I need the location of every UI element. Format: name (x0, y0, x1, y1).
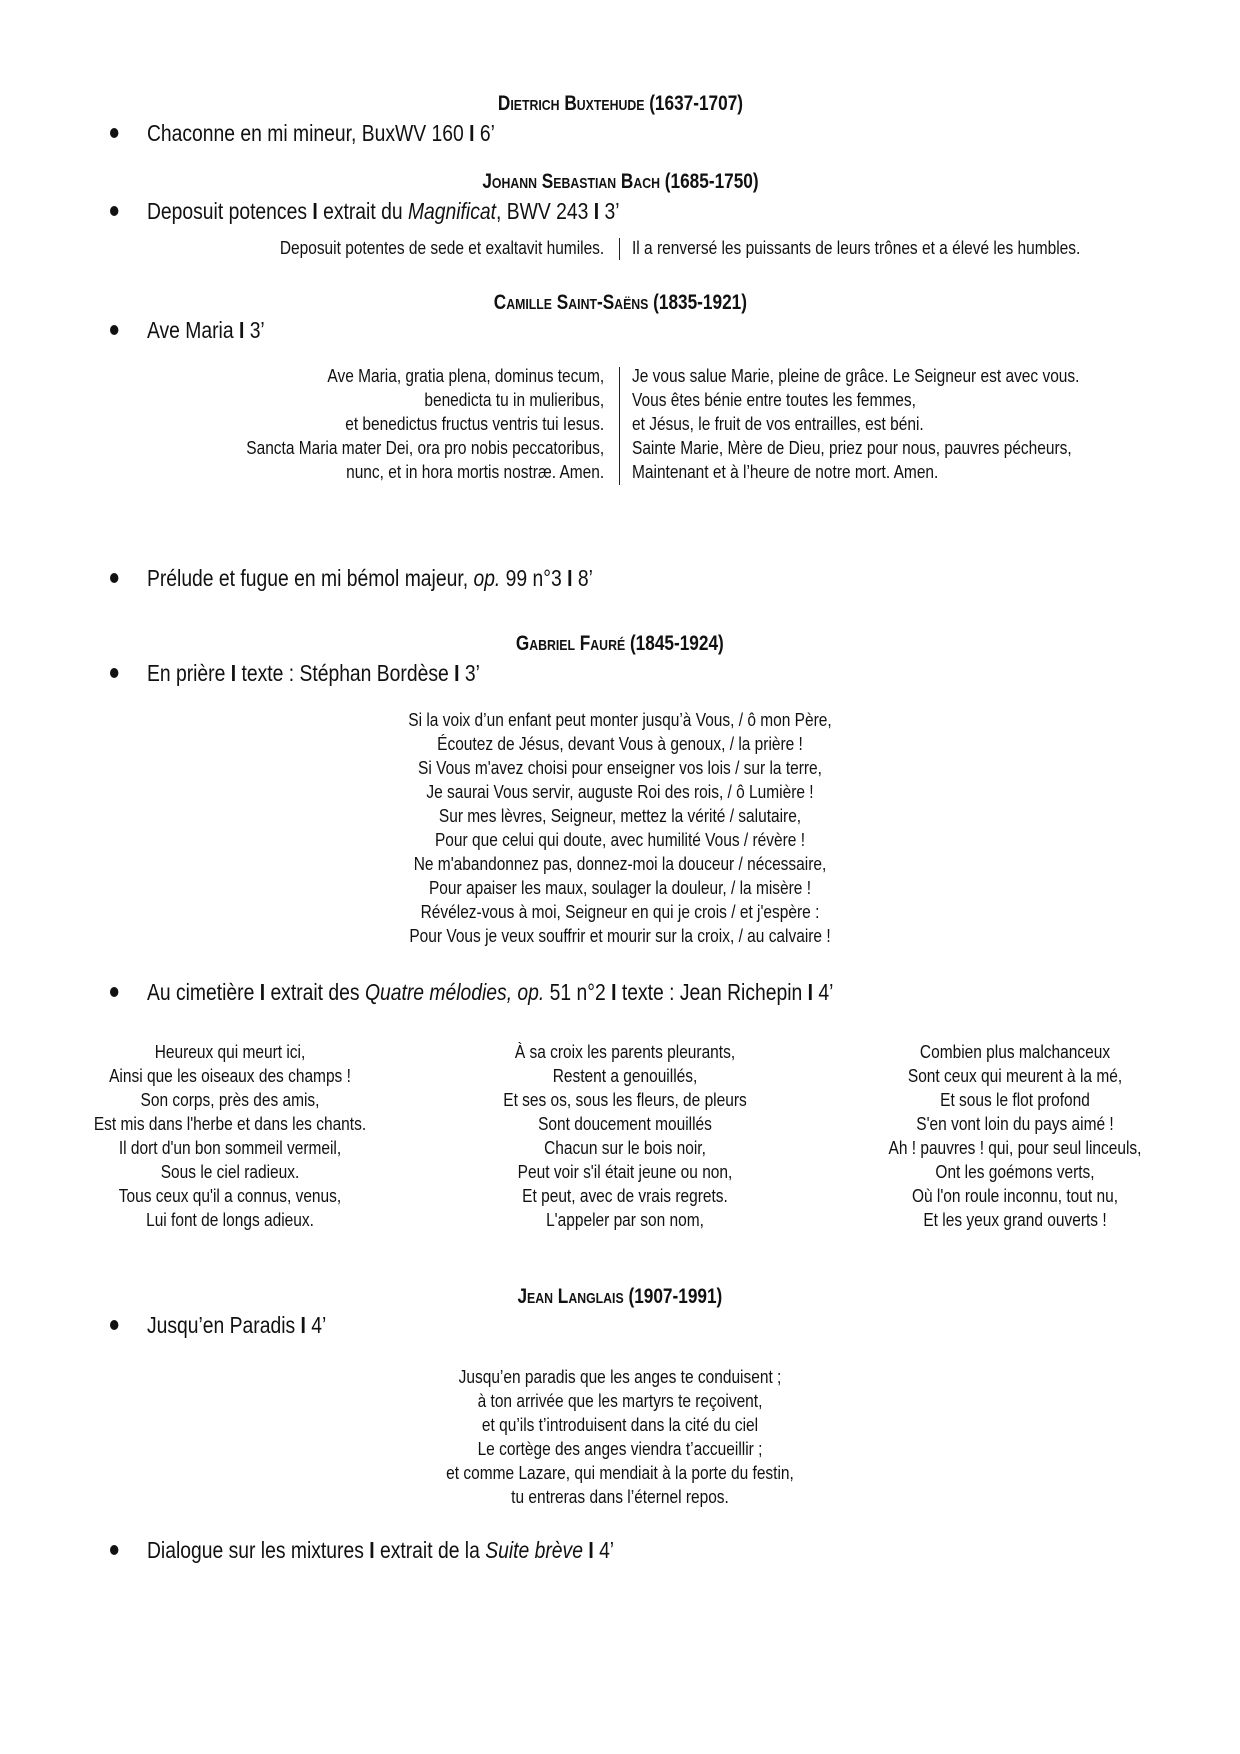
bullet-icon (110, 128, 118, 138)
poem-line: Pour apaiser les maux, soulager la douleur, / la misère ! (428, 878, 812, 898)
column-divider (619, 238, 620, 260)
piece-jusquen-paradis: Jusqu’en Paradis I 4’ (110, 1312, 326, 1339)
poem-line: S'en vont loin du pays aimé ! (916, 1114, 1114, 1134)
latin-line: benedicta tu in mulieribus, (424, 390, 604, 410)
composer-heading-bach: Johann Sebastian Bach (1685-1750) (481, 170, 759, 193)
french-line: Vous êtes bénie entre toutes les femmes, (632, 390, 916, 410)
poem-line: Ne m'abandonnez pas, donnez-moi la douceur / nécessaire, (413, 854, 827, 874)
poem-line: Le cortège des anges viendra t’accueillir ; (477, 1439, 763, 1459)
composer-heading-langlais: Jean Langlais (1907-1991) (517, 1285, 723, 1308)
poem-line: Écoutez de Jésus, devant Vous à genoux, / la prière ! (437, 734, 803, 754)
poem-line: Chacun sur le bois noir, (544, 1138, 706, 1158)
bullet-icon (110, 325, 118, 335)
poem-line: Peut voir s'il était jeune ou non, (517, 1162, 733, 1182)
composer-heading-buxtehude: Dietrich Buxtehude (1637-1707) (497, 92, 743, 115)
french-line: Je vous salue Marie, pleine de grâce. Le Seigneur est avec vous. (632, 366, 1080, 386)
piece-ave-maria: Ave Maria I 3’ (110, 317, 265, 344)
ave-maria-text (0, 364, 1240, 488)
column-divider (619, 367, 620, 485)
french-line: et Jésus, le fruit de vos entrailles, est béni. (632, 414, 924, 434)
poem-line: Restent a genouillés, (552, 1066, 698, 1086)
poem-line: Sous le ciel radieux. (160, 1162, 300, 1182)
latin-line: Sancta Maria mater Dei, ora pro nobis peccatoribus, (246, 438, 604, 458)
poem-line: Lui font de longs adieux. (146, 1210, 314, 1230)
composer-heading-faure: Gabriel Fauré (1845-1924) (516, 632, 724, 655)
poem-line: Ont les goémons verts, (935, 1162, 1095, 1182)
poem-line: Sont doucement mouillés (538, 1114, 712, 1134)
bullet-icon (110, 1320, 118, 1330)
bullet-icon (110, 206, 118, 216)
poem-line: Et les yeux grand ouverts ! (923, 1210, 1107, 1230)
poem-line: Si la voix d’un enfant peut monter jusqu’à Vous, / ô mon Père, (408, 710, 832, 730)
poem-line: Ah ! pauvres ! qui, pour seul linceuls, (888, 1138, 1142, 1158)
poem-line: à ton arrivée que les martyrs te reçoivent, (477, 1391, 763, 1411)
latin-column (188, 364, 604, 484)
poem-line: Où l'on roule inconnu, tout nu, (911, 1186, 1119, 1206)
poem-line: Et ses os, sous les fleurs, de pleurs (503, 1090, 747, 1110)
poem-line: Sur mes lèvres, Seigneur, mettez la vérité / salutaire, (438, 806, 802, 826)
bullet-icon (110, 1545, 118, 1555)
latin-line: et benedictus fructus ventris tui Iesus. (345, 414, 604, 434)
poem-line: Révélez-vous à moi, Seigneur en qui je crois / et j'espère : (420, 902, 820, 922)
poem-line: Il dort d'un bon sommeil vermeil, (118, 1138, 342, 1158)
poem-line: et qu’ils t’introduisent dans la cité du ciel (481, 1415, 759, 1435)
deposuit-text (0, 236, 1240, 260)
poem-line: et comme Lazare, qui mendiait à la porte du festin, (446, 1463, 794, 1483)
french-line: Sainte Marie, Mère de Dieu, priez pour nous, pauvres pécheurs, (632, 438, 1072, 458)
cimetiere-stanza-1 (70, 1040, 390, 1232)
bullet-icon (110, 987, 118, 997)
piece-en-priere: En prière I texte : Stéphan Bordèse I 3’ (110, 660, 480, 687)
latin-line: nunc, et in hora mortis nostræ. Amen. (345, 462, 604, 482)
poem-line: Sont ceux qui meurent à la mé, (907, 1066, 1123, 1086)
poem-line: Ainsi que les oiseaux des champs ! (109, 1066, 351, 1086)
paradis-text (0, 1365, 1240, 1509)
french-line: Maintenant et à l’heure de notre mort. Amen. (632, 462, 939, 482)
piece-au-cimetiere: Au cimetière I extrait des Quatre mélodies, op. 51 n°2 I texte : Jean Richepin I 4’ (110, 979, 833, 1006)
composer-heading-saint-saens: Camille Saint-Saëns (1835-1921) (493, 291, 747, 314)
cimetiere-stanza-2 (465, 1040, 785, 1232)
cimetiere-stanza-3 (855, 1040, 1175, 1232)
poem-line: Pour Vous je veux souffrir et mourir sur la croix, / au calvaire ! (409, 926, 831, 946)
poem-line: Heureux qui meurt ici, (154, 1042, 306, 1062)
poem-line: Jusqu’en paradis que les anges te conduisent ; (458, 1367, 782, 1387)
poem-line: Et peut, avec de vrais regrets. (522, 1186, 728, 1206)
bullet-icon (110, 668, 118, 678)
poem-line: Je saurai Vous servir, auguste Roi des rois, / ô Lumière ! (426, 782, 814, 802)
poem-line: Tous ceux qu'il a connus, venus, (118, 1186, 342, 1206)
piece-prelude-fugue: Prélude et fugue en mi bémol majeur, op. 99 n°3 I 8’ (110, 565, 593, 592)
poem-line: Combien plus malchanceux (919, 1042, 1111, 1062)
poem-line: Et sous le flot profond (940, 1090, 1090, 1110)
french-line: Il a renversé les puissants de leurs trônes et a élevé les humbles. (632, 238, 1081, 258)
poem-line: L'appeler par son nom, (546, 1210, 704, 1230)
piece-deposuit: Deposuit potences I extrait du Magnificat, BWV 243 I 3’ (110, 198, 619, 225)
piece-chaconne: Chaconne en mi mineur, BuxWV 160 I 6’ (110, 120, 495, 147)
latin-line: Ave Maria, gratia plena, dominus tecum, (327, 366, 604, 386)
poem-line: Si Vous m'avez choisi pour enseigner vos lois / sur la terre, (418, 758, 822, 778)
bullet-icon (110, 573, 118, 583)
en-priere-text (0, 708, 1240, 948)
poem-line: tu entreras dans l’éternel repos. (511, 1487, 729, 1507)
poem-line: Pour que celui qui doute, avec humilité Vous / révère ! (434, 830, 806, 850)
french-column (632, 364, 1152, 484)
poem-line: Est mis dans l'herbe et dans les chants. (93, 1114, 367, 1134)
latin-line: Deposuit potentes de sede et exaltavit humiles. (279, 238, 604, 258)
poem-line: Son corps, près des amis, (140, 1090, 320, 1110)
piece-dialogue-mixtures: Dialogue sur les mixtures I extrait de la Suite brève I 4’ (110, 1537, 614, 1564)
poem-line: À sa croix les parents pleurants, (514, 1042, 736, 1062)
